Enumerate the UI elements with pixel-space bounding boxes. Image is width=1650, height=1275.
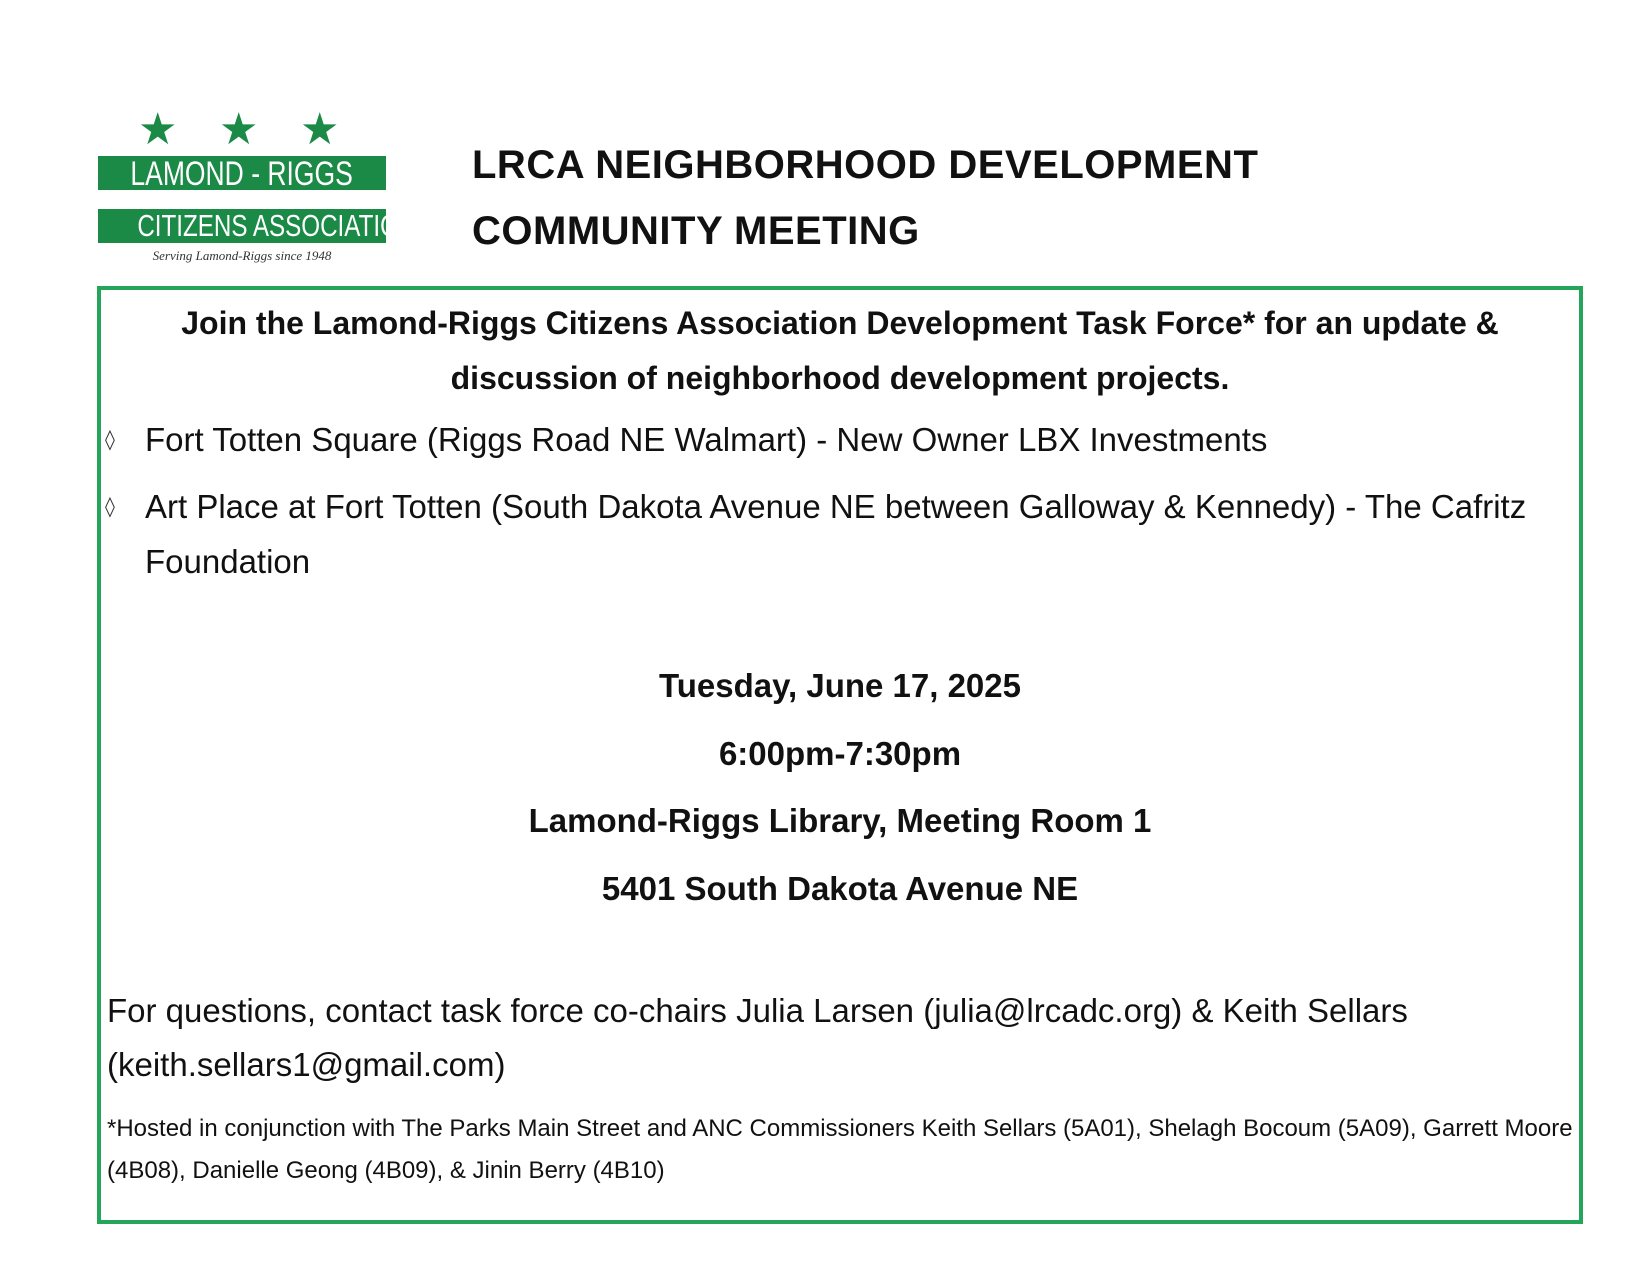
intro-text: Join the Lamond-Riggs Citizens Association Development Task Force* for an update & discussion of neighborhood development projects. [181, 305, 1499, 396]
list-item [105, 412, 1575, 467]
project-list [105, 412, 1575, 601]
footnote: *Hosted in conjunction with The Parks Main Street and ANC Commissioners Keith Sellars (5A01), Shelagh Bocoum (5A09), Garrett Moore (4B08), Danielle Geong (4B09), & Jinin Berry (4B10) [107, 1115, 1573, 1184]
title-line2: COMMUNITY MEETING [472, 209, 920, 253]
event-date: Tuesday, June 17, 2025 [659, 667, 1021, 704]
logo-band-top [98, 155, 386, 193]
contact-info: For questions, contact task force co-chairs Julia Larsen (julia@lrcadc.org) & Keith Sellars (keith.sellars1@gmail.com) [107, 992, 1408, 1083]
event-location: Lamond-Riggs Library, Meeting Room 1 [528, 802, 1152, 839]
logo-band-bottom [98, 208, 417, 243]
project-text: Art Place at Fort Totten (South Dakota Avenue NE between Galloway & Kennedy) - The Cafritz Foundation [145, 488, 1527, 580]
diamond-bullet-icon: ◊ [105, 427, 115, 451]
event-details [97, 658, 1583, 928]
logo-line1: LAMOND - RIGGS [130, 155, 354, 193]
diamond-bullet-icon: ◊ [105, 494, 115, 518]
star-icon: ★ [300, 104, 340, 155]
logo-stars [98, 104, 386, 155]
project-text: Fort Totten Square (Riggs Road NE Walmart) - New Owner LBX Investments [145, 421, 1268, 458]
list-item [105, 479, 1575, 589]
logo-tagline: Serving Lamond-Riggs since 1948 [152, 248, 332, 263]
page-title [472, 132, 1258, 264]
lrca-logo [98, 104, 417, 268]
logo-line2: CITIZENS ASSOCIATION [137, 208, 417, 243]
star-icon: ★ [219, 104, 259, 155]
event-time: 6:00pm-7:30pm [718, 734, 962, 772]
title-line1: LRCA NEIGHBORHOOD DEVELOPMENT [472, 143, 1259, 187]
star-icon: ★ [138, 104, 178, 155]
event-address: 5401 South Dakota Avenue NE [601, 869, 1079, 907]
